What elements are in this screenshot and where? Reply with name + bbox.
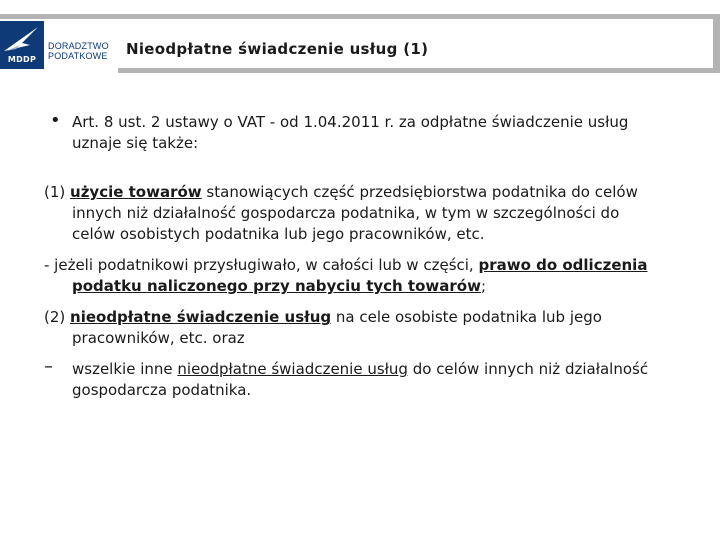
item-2-prefix: (2) [44, 308, 71, 326]
mddp-logo [0, 19, 118, 73]
item-1-emphasis: użycie towarów [70, 183, 202, 201]
bullet-paragraph [44, 112, 664, 154]
item-2-text: na cele osobiste podatnika lub jego pracowników, etc. oraz [72, 308, 602, 347]
condition-paragraph [44, 255, 664, 297]
page-title: Nieodpłatne świadczenie usług (1) [126, 40, 429, 58]
item-3-text: do celów innych niż działalność gospodarcza podatnika. [72, 360, 649, 399]
bullet-icon: • [50, 110, 61, 131]
item-1 [44, 182, 664, 245]
logo-wordmark [48, 41, 109, 61]
dash-icon: – [44, 356, 53, 377]
logo-line-1: DORADZTWO [48, 41, 109, 51]
item-3-emphasis: nieodpłatne świadczenie usług [177, 360, 408, 378]
slide-content [44, 112, 664, 401]
item-1-prefix: (1) [44, 183, 71, 201]
logo-mark [0, 21, 44, 69]
item-2 [44, 307, 664, 349]
logo-mddp-text: MDDP [7, 55, 37, 64]
condition-emphasis: prawo do odliczenia podatku naliczonego przy nabyciu tych towarów [72, 256, 648, 295]
item-3 [44, 356, 664, 401]
header-rule [118, 68, 720, 73]
logo-line-2: PODATKOWE [48, 51, 108, 61]
item-3-pre: wszelkie inne [72, 360, 178, 378]
item-1-text: stanowiących część przedsiębiorstwa podatnika do celów innych niż działalność gospodarcza podatnika, w tym w szczególności do celów osobistych podatnika lub jego pracowników, etc. [72, 183, 638, 243]
condition-prefix: - jeżeli podatnikowi przysługiwało, w całości lub w części, [44, 256, 479, 274]
header-right-bar [713, 19, 720, 73]
condition-suffix: ; [480, 277, 487, 295]
bullet-text: Art. 8 ust. 2 ustawy o VAT - od 1.04.2011 r. za odpłatne świadczenie usług uznaje się także: [72, 113, 629, 152]
item-2-emphasis: nieodpłatne świadczenie usług [70, 308, 332, 326]
